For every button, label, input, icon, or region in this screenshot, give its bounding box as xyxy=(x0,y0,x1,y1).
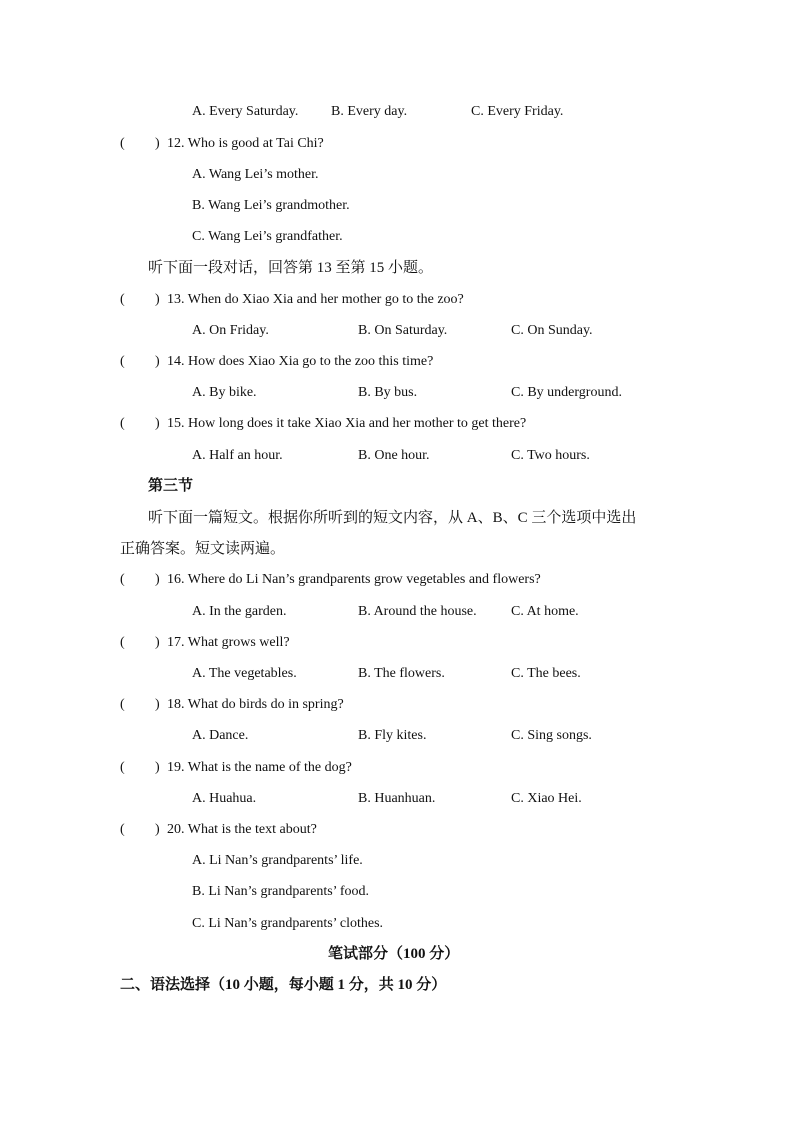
q20-option-a: A. Li Nan’s grandparents’ life. xyxy=(192,853,363,868)
q11-option-c: C. Every Friday. xyxy=(471,104,564,119)
q15-stem: 15. How long does it take Xiao Xia and her mother to get there? xyxy=(167,416,527,431)
q13-option-b: B. On Saturday. xyxy=(358,323,448,338)
q11-option-b: B. Every day. xyxy=(331,104,408,119)
q12-paren-close: ) xyxy=(155,136,160,151)
q18-option-c: C. Sing songs. xyxy=(511,728,592,743)
section-3-instructions-line-2: 正确答案。短文读两遍。 xyxy=(120,541,286,557)
q19-option-b: B. Huanhuan. xyxy=(358,791,436,806)
q17-stem: 17. What grows well? xyxy=(167,635,290,650)
q16-paren-open: ( xyxy=(120,572,125,587)
q16-option-c: C. At home. xyxy=(511,604,579,619)
q14-option-c: C. By underground. xyxy=(511,385,622,400)
q13-paren-close: ) xyxy=(155,292,160,307)
q14-paren-open: ( xyxy=(120,354,125,369)
q15-paren-open: ( xyxy=(120,416,125,431)
q20-stem: 20. What is the text about? xyxy=(167,822,317,837)
q14-option-a: A. By bike. xyxy=(192,385,257,400)
q13-paren-open: ( xyxy=(120,292,125,307)
q15-option-a: A. Half an hour. xyxy=(192,448,283,463)
q12-option-a: A. Wang Lei’s mother. xyxy=(192,167,319,182)
q16-stem: 16. Where do Li Nan’s grandparents grow vegetables and flowers? xyxy=(167,572,541,587)
q12-paren-open: ( xyxy=(120,136,125,151)
q18-paren-open: ( xyxy=(120,697,125,712)
q12-option-b: B. Wang Lei’s grandmother. xyxy=(192,198,350,213)
q14-paren-close: ) xyxy=(155,354,160,369)
dialog-instructions: 听下面一段对话，回答第 13 至第 15 小题。 xyxy=(148,260,434,276)
q17-paren-close: ) xyxy=(155,635,160,650)
q16-paren-close: ) xyxy=(155,572,160,587)
q19-option-c: C. Xiao Hei. xyxy=(511,791,582,806)
q13-option-c: C. On Sunday. xyxy=(511,323,593,338)
q19-option-a: A. Huahua. xyxy=(192,791,257,806)
q11-option-a: A. Every Saturday. xyxy=(192,104,299,119)
q19-stem: 19. What is the name of the dog? xyxy=(167,760,352,775)
part-2-title: 二、语法选择（10 小题，每小题 1 分，共 10 分） xyxy=(120,977,447,993)
q12-option-c: C. Wang Lei’s grandfather. xyxy=(192,229,343,244)
q17-option-c: C. The bees. xyxy=(511,666,581,681)
q16-option-b: B. Around the house. xyxy=(358,604,477,619)
q13-option-a: A. On Friday. xyxy=(192,323,269,338)
section-3-title: 第三节 xyxy=(148,478,194,494)
q14-option-b: B. By bus. xyxy=(358,385,418,400)
q17-option-b: B. The flowers. xyxy=(358,666,445,681)
q18-option-a: A. Dance. xyxy=(192,728,249,743)
q16-option-a: A. In the garden. xyxy=(192,604,287,619)
written-part-title: 笔试部分（100 分） xyxy=(328,946,460,962)
q14-stem: 14. How does Xiao Xia go to the zoo this time? xyxy=(167,354,434,369)
q15-paren-close: ) xyxy=(155,416,160,431)
q20-paren-open: ( xyxy=(120,822,125,837)
q12-stem: 12. Who is good at Tai Chi? xyxy=(167,136,324,151)
q18-stem: 18. What do birds do in spring? xyxy=(167,697,344,712)
section-3-instructions-line-1: 听下面一篇短文。根据你所听到的短文内容，从 A、B、C 三个选项中选出 xyxy=(148,510,637,526)
q15-option-c: C. Two hours. xyxy=(511,448,590,463)
q15-option-b: B. One hour. xyxy=(358,448,430,463)
q19-paren-open: ( xyxy=(120,760,125,775)
q18-paren-close: ) xyxy=(155,697,160,712)
q20-paren-close: ) xyxy=(155,822,160,837)
q20-option-b: B. Li Nan’s grandparents’ food. xyxy=(192,884,370,899)
q19-paren-close: ) xyxy=(155,760,160,775)
q17-paren-open: ( xyxy=(120,635,125,650)
q20-option-c: C. Li Nan’s grandparents’ clothes. xyxy=(192,916,384,931)
q18-option-b: B. Fly kites. xyxy=(358,728,427,743)
q13-stem: 13. When do Xiao Xia and her mother go to the zoo? xyxy=(167,292,464,307)
q17-option-a: A. The vegetables. xyxy=(192,666,297,681)
